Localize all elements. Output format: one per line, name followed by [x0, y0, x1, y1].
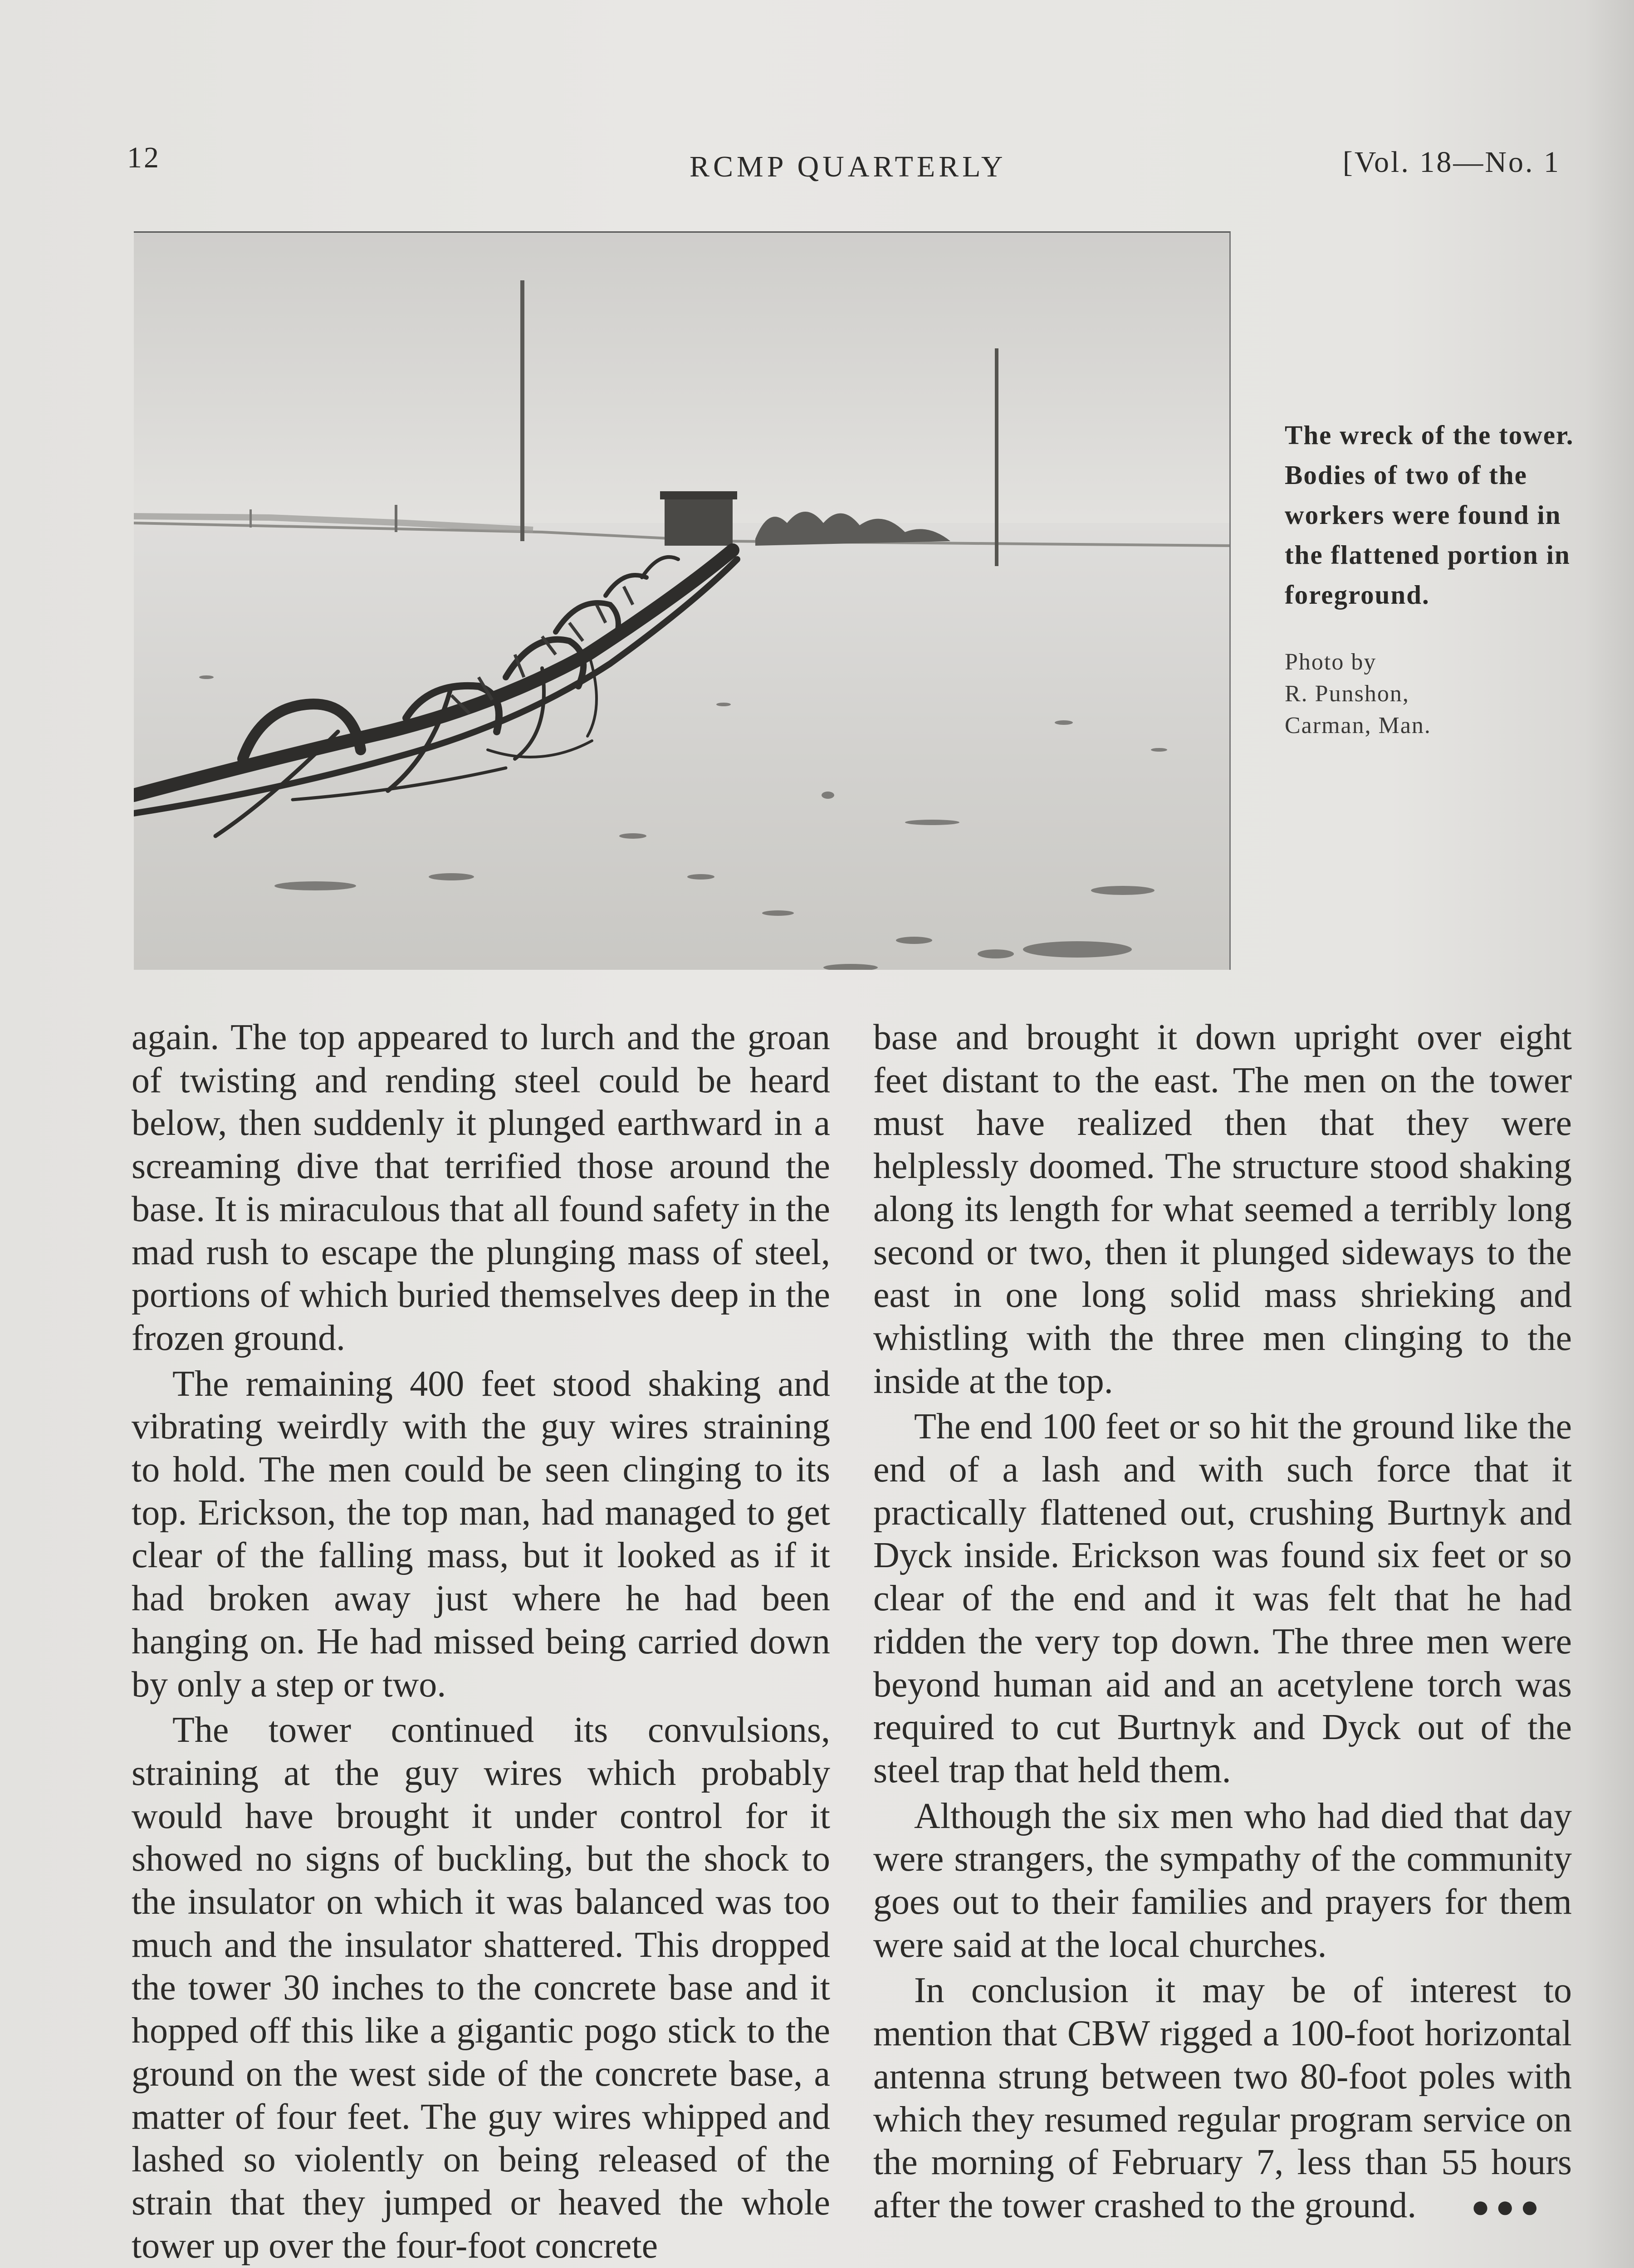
paragraph	[873, 1969, 1572, 2229]
page-number: 12	[127, 141, 161, 174]
volume-issue: [Vol. 18—No. 1	[1342, 146, 1561, 179]
paragraph-text: In conclusion it may be of interest to mention that CBW rigged a 100-foot horizontal antenna strung between two 80-foot poles with which they resumed regular program service on the morning of February 7, less than 55 hours after the tower crashed to the ground.	[873, 1970, 1572, 2225]
credit-line: R. Punshon,	[1285, 681, 1409, 707]
paragraph: The remaining 400 feet stood shaking and vibrating weirdly with the guy wires straining to hold. The men could be seen clinging to its top. Erickson, the top man, had managed to get clear of the falling mass, but it looked as if it had broken away just where he had been hanging on. He had missed being carried down by only a step or two.	[132, 1364, 830, 1705]
journal-title: RCMP QUARTERLY	[690, 150, 1007, 183]
credit-line: Carman, Man.	[1285, 713, 1431, 738]
right-column	[873, 1016, 1572, 2229]
paragraph: The tower continued its convulsions, straining at the guy wires which probably would have brought it under control for it showed no signs of buckling, but the shock to the insulator on which it was balanced was too much and the insulator shattered. This dropped the tower 30 inches to the concrete base and it hopped off this like a gigantic pogo stick to the ground on the west side of the concrete base, a matter of four feet. The guy wires whipped and lashed so violently on being released of the strain that they jumped or heaved the whole tower up over the four-foot concrete	[132, 1710, 830, 2266]
photo-credit	[1285, 646, 1575, 742]
end-of-article-mark: ●●●	[1471, 2189, 1545, 2224]
paragraph: The end 100 feet or so hit the ground like the end of a lash and with such force that it practically flattened out, crushing Burtnyk and Dyck inside. Erickson was found six feet or so clear of the end and it was felt that he had ridden the very top down. The three men were beyond human aid and an acetylene torch was required to cut Burtnyk and Dyck out of the steel trap that held them.	[873, 1407, 1572, 1790]
paragraph: again. The top appeared to lurch and the groan of twisting and rending steel could be heard below, then suddenly it plunged earthward in a screaming dive that terrified those around the base. It is miraculous that all found safety in the mad rush to escape the plunging mass of steel, portions of which buried themselves deep in the frozen ground.	[132, 1017, 830, 1358]
photo-caption	[1285, 415, 1575, 742]
left-column	[132, 1016, 830, 2267]
paragraph: Although the six men who had died that day were strangers, the sympathy of the community goes out to their families and prayers for them were said at the local churches.	[873, 1796, 1572, 1965]
credit-line: Photo by	[1285, 649, 1377, 675]
paragraph: base and brought it down upright over eight feet distant to the east. The men on the tower must have realized then that they were helplessly doomed. The structure stood shaking along its length for what seemed a terribly long second or two, then it plunged sideways to the east in one long solid mass shrieking and whistling with the three men clinging to the inside at the top.	[873, 1017, 1572, 1401]
caption-text: The wreck of the tower. Bodies of two of the workers were found in the flattened portion in foreground.	[1285, 420, 1574, 610]
running-header	[127, 132, 1561, 186]
tower-wreck-photo	[134, 231, 1231, 970]
